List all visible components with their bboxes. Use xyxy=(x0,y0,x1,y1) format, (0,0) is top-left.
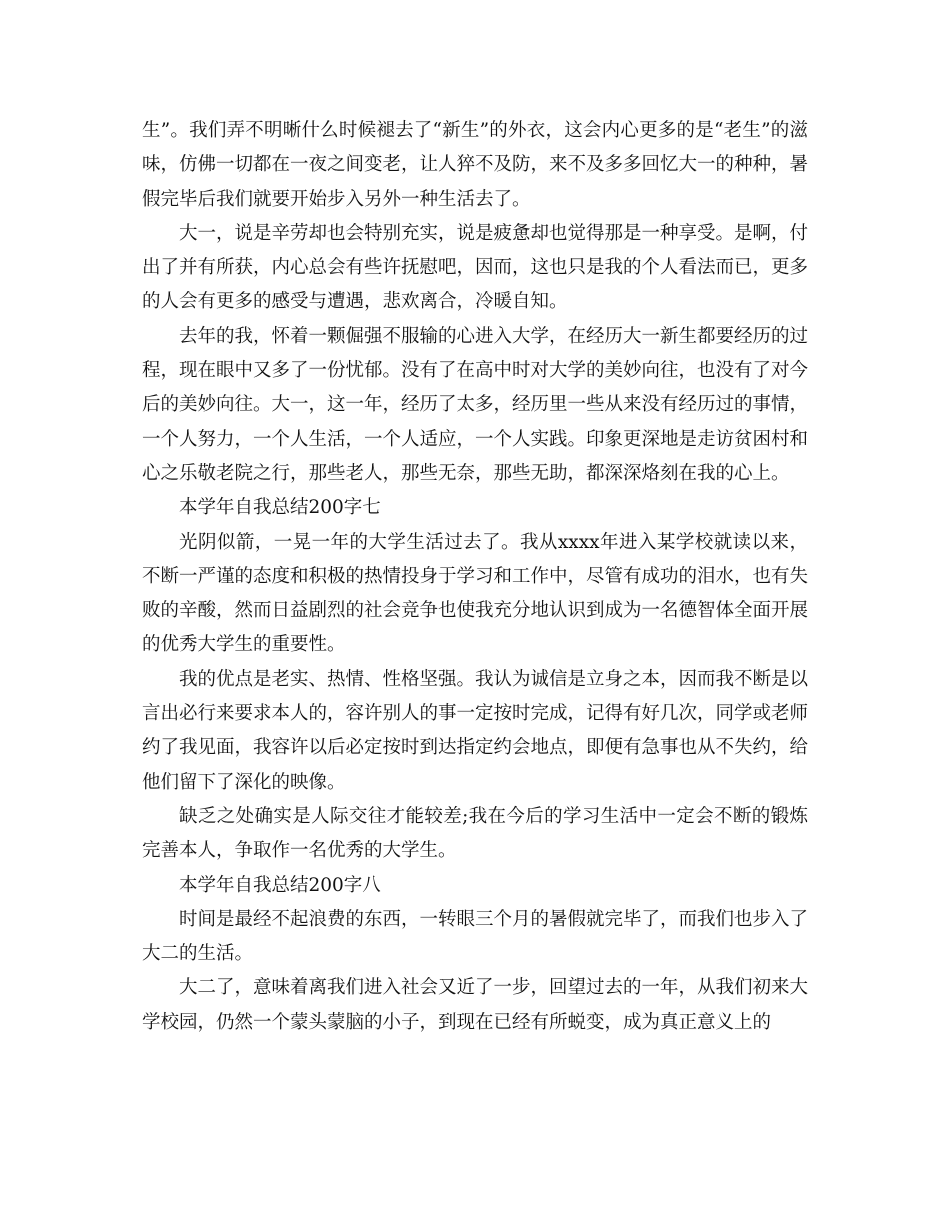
paragraph: 大二了，意味着离我们进入社会又近了一步，回望过去的一年，从我们初来大学校园，仍然一个蒙头蒙脑的小子，到现在已经有所蜕变，成为真正意义上的 xyxy=(142,977,809,1033)
section-heading-seven: 本学年自我总结200字七 xyxy=(179,497,381,519)
paragraph: 缺乏之处确实是人际交往才能较差;我在今后的学习生活中一定会不断的锻炼完善本人，争取作一名优秀的大学生。 xyxy=(142,805,808,862)
paragraph: 时间是最经不起浪费的东西，一转眼三个月的暑假就完毕了，而我们也步入了大二的生活。 xyxy=(142,908,809,965)
paragraph: 光阴似箭，一晃一年的大学生活过去了。我从xxxx年进入某学校就读以来，不断一严谨的态度和积极的热情投身于学习和工作中，尽管有成功的泪水，也有失败的辛酸，然而日益剧烈的社会竞争也使我充分地认识到成为一名德智体全面开展的优秀大学生的重要性。 xyxy=(142,531,809,656)
paragraph-continuation: 生”。我们弄不明晰什么时候褪去了“新生”的外衣，这会内心更多的是“老生”的滋味，仿佛一切都在一夜之间变老，让人猝不及防，来不及多多回忆大一的种种，暑假完毕后我们就要开始步入另外一种生活去了。 xyxy=(142,120,809,210)
document-body xyxy=(142,114,808,1040)
paragraph: 我的优点是老实、热情、性格坚强。我认为诚信是立身之本，因而我不断是以言出必行来要求本人的，容许别人的事一定按时完成，记得有好几次，同学或老师约了我见面，我容许以后必定按时到达指定约会地点，即便有急事也从不失约，给他们留下了深化的映像。 xyxy=(142,668,809,793)
paragraph: 大一，说是辛劳却也会特别充实，说是疲惫却也觉得那是一种享受。是啊，付出了并有所获，内心总会有些许抚慰吧，因而，这也只是我的个人看法而已，更多的人会有更多的感受与遭遇，悲欢离合，冷暖自知。 xyxy=(142,222,809,313)
section-heading-eight: 本学年自我总结200字八 xyxy=(179,874,381,896)
paragraph: 去年的我，怀着一颗倔强不服输的心进入大学，在经历大一新生都要经历的过程，现在眼中又多了一份忧郁。没有了在高中时对大学的美妙向往，也没有了对今后的美妙向往。大一，这一年，经历了太多，经历里一些从来没有经历过的事情，一个人努力，一个人生活，一个人适应，一个人实践。印象更深地是走访贫困村和心之乐敬老院之行，那些老人，那些无奈，那些无助，都深深烙刻在我的心上。 xyxy=(142,325,809,484)
